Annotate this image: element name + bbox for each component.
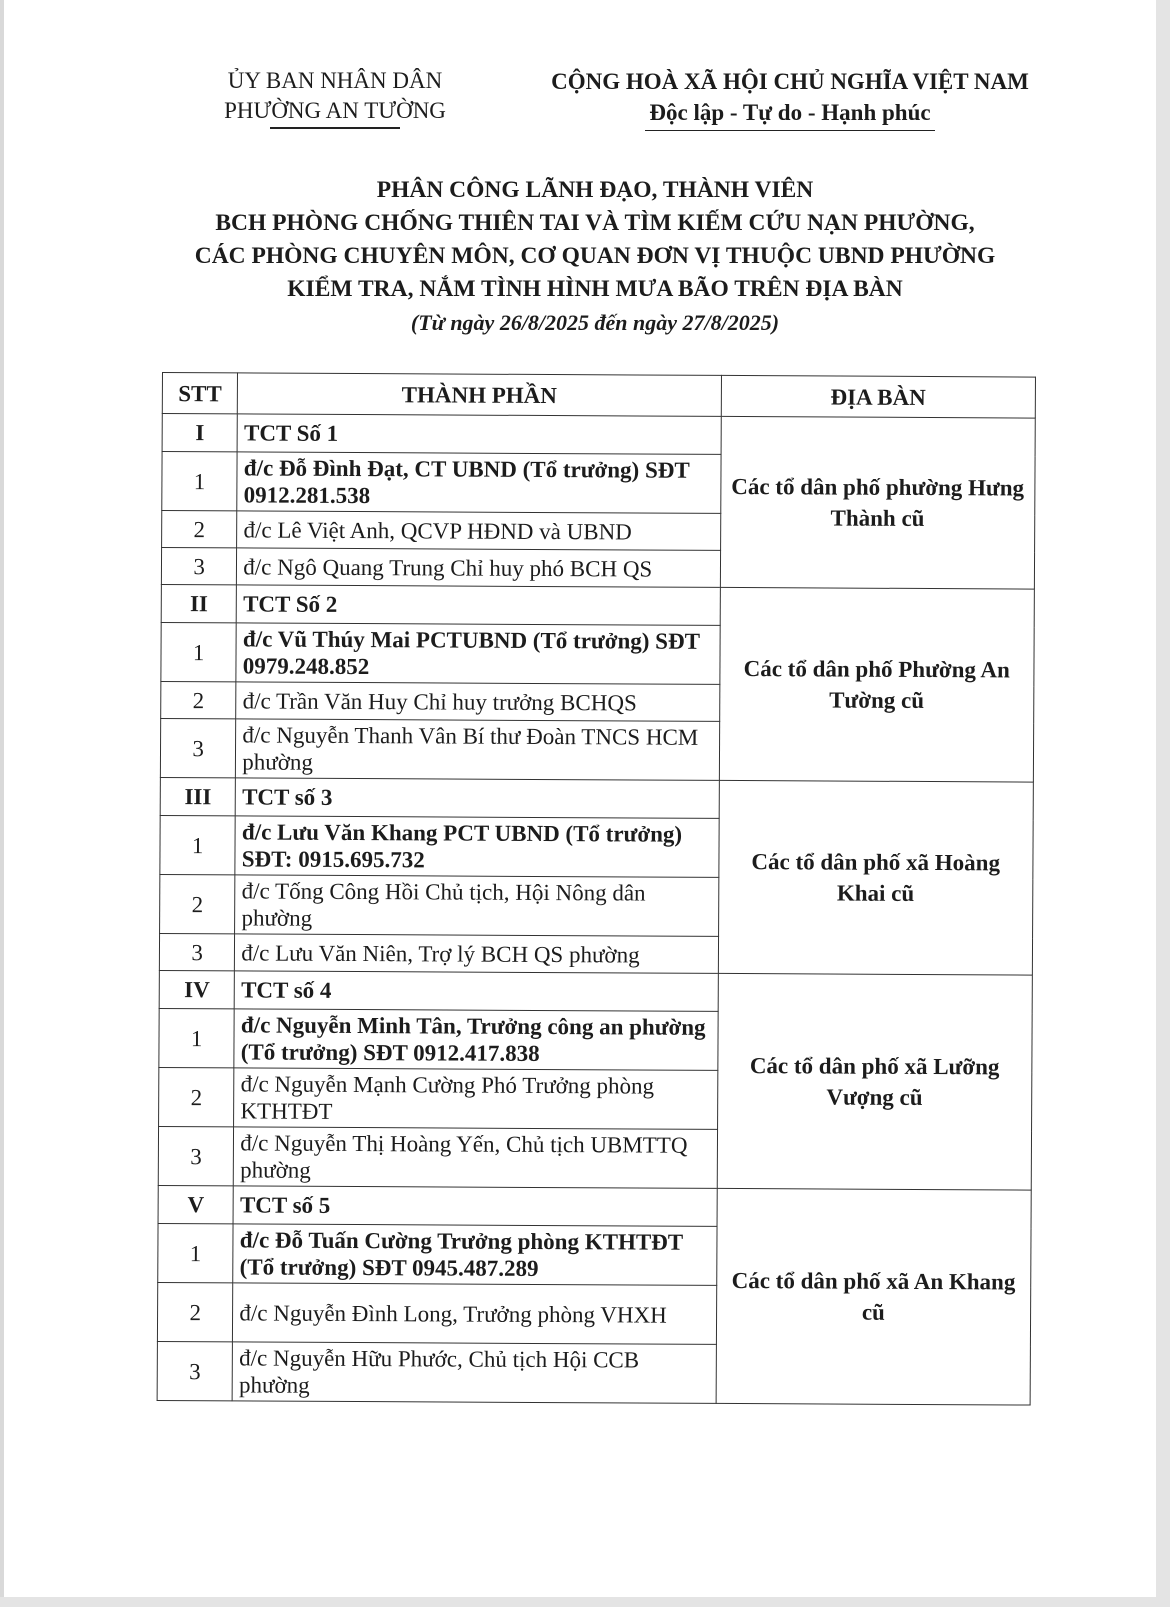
title-line-4: KIỂM TRA, NẮM TÌNH HÌNH MƯA BÃO TRÊN ĐỊA BÀN xyxy=(287,276,903,302)
member-stt: 3 xyxy=(158,1126,234,1185)
member-stt: 2 xyxy=(161,681,237,718)
document-title xyxy=(100,174,1090,339)
group-stt: II xyxy=(161,584,237,622)
group-stt: III xyxy=(160,777,236,815)
issuing-agency xyxy=(200,66,470,129)
member-stt: 1 xyxy=(162,452,238,511)
member-text: đ/c Đỗ Đình Đạt, CT UBND (Tổ trưởng) SĐT 0912.281.538 xyxy=(237,452,721,514)
group-name: TCT Số 2 xyxy=(237,585,720,626)
agency-underline xyxy=(270,127,400,129)
member-text: đ/c Nguyễn Mạnh Cường Phó Trưởng phòng KTHTĐT xyxy=(234,1068,718,1130)
group-stt: IV xyxy=(159,970,235,1008)
title-line-1: PHÂN CÔNG LÃNH ĐẠO, THÀNH VIÊN xyxy=(376,177,814,203)
member-text: đ/c Tống Công Hồi Chủ tịch, Hội Nông dân phường xyxy=(235,875,719,937)
member-stt: 2 xyxy=(160,874,236,933)
header-area: ĐỊA BÀN xyxy=(721,375,1036,418)
group-name: TCT số 4 xyxy=(235,971,718,1012)
assignment-table xyxy=(157,372,1036,1406)
agency-line-2: PHƯỜNG AN TƯỜNG xyxy=(224,98,446,123)
member-text: đ/c Nguyễn Thị Hoàng Yến, Chủ tịch UBMTTQ phường xyxy=(234,1127,718,1189)
group-area: Các tổ dân phố phường Hưng Thành cũ xyxy=(720,416,1035,589)
title-line-2: BCH PHÒNG CHỐNG THIÊN TAI VÀ TÌM KIẾM CỨU NẠN PHƯỜNG, xyxy=(215,210,975,236)
member-text: đ/c Nguyễn Hữu Phước, Chủ tịch Hội CCB phường xyxy=(232,1342,716,1404)
member-text: đ/c Lê Việt Anh, QCVP HĐND và UBND xyxy=(237,511,720,551)
member-stt: 2 xyxy=(157,1282,233,1341)
member-text: đ/c Đỗ Tuấn Cường Trưởng phòng KTHTĐT (Tổ trưởng) SĐT 0945.487.289 xyxy=(233,1224,717,1286)
scan-border-bottom xyxy=(0,1597,1170,1607)
header-stt: STT xyxy=(162,373,238,414)
group-row xyxy=(159,970,1032,1013)
member-stt: 2 xyxy=(159,1067,235,1126)
member-text: đ/c Trần Văn Huy Chỉ huy trưởng BCHQS xyxy=(236,682,719,722)
member-stt: 3 xyxy=(160,718,236,777)
group-area: Các tổ dân phố xã Hoàng Khai cũ xyxy=(718,780,1033,975)
member-text: đ/c Nguyễn Đình Long, Trưởng phòng VHXH xyxy=(233,1283,717,1345)
group-row xyxy=(161,584,1034,627)
member-stt: 1 xyxy=(160,815,236,874)
member-stt: 3 xyxy=(159,933,235,970)
group-stt: V xyxy=(158,1185,234,1223)
scan-border-left xyxy=(0,0,4,1607)
group-area: Các tổ dân phố xã An Khang cũ xyxy=(716,1188,1032,1405)
group-name: TCT số 3 xyxy=(236,778,719,819)
group-area: Các tổ dân phố Phường An Tường cũ xyxy=(719,587,1034,782)
group-area: Các tổ dân phố xã Lưỡng Vượng cũ xyxy=(717,973,1033,1190)
member-stt: 3 xyxy=(157,1341,233,1400)
member-text: đ/c Vũ Thúy Mai PCTUBND (Tổ trưởng) SĐT 0979.248.852 xyxy=(236,623,720,685)
member-stt: 1 xyxy=(161,622,237,681)
date-range: (Từ ngày 26/8/2025 đến ngày 27/8/2025) xyxy=(410,310,780,335)
group-name: TCT số 5 xyxy=(233,1186,716,1227)
group-row xyxy=(160,777,1033,820)
table-body xyxy=(157,414,1035,1406)
header-member: THÀNH PHẦN xyxy=(238,373,721,417)
group-row xyxy=(162,414,1035,457)
group-stt: I xyxy=(162,414,238,452)
national-header xyxy=(530,66,1050,131)
member-stt: 1 xyxy=(158,1223,234,1282)
member-stt: 1 xyxy=(159,1008,235,1067)
member-text: đ/c Lưu Văn Niên, Trợ lý BCH QS phường xyxy=(235,934,718,974)
table-header-row xyxy=(162,373,1035,419)
member-stt: 2 xyxy=(162,511,238,548)
national-motto: Độc lập - Tự do - Hạnh phúc xyxy=(645,97,934,131)
member-stt: 3 xyxy=(161,548,237,585)
title-line-3: CÁC PHÒNG CHUYÊN MÔN, CƠ QUAN ĐƠN VỊ THUỘC UBND PHƯỜNG xyxy=(194,243,996,269)
group-row xyxy=(158,1185,1031,1228)
scan-border-right xyxy=(1156,0,1170,1607)
nation-line: CỘNG HOÀ XÃ HỘI CHỦ NGHĨA VIỆT NAM xyxy=(551,69,1029,94)
member-text: đ/c Nguyễn Thanh Vân Bí thư Đoàn TNCS HCM phường xyxy=(236,719,720,781)
member-text: đ/c Ngô Quang Trung Chỉ huy phó BCH QS xyxy=(237,548,720,588)
member-text: đ/c Lưu Văn Khang PCT UBND (Tổ trưởng) SĐT: 0915.695.732 xyxy=(235,816,719,878)
agency-line-1: ỦY BAN NHÂN DÂN xyxy=(227,68,443,93)
group-name: TCT Số 1 xyxy=(237,414,720,455)
member-text: đ/c Nguyễn Minh Tân, Trưởng công an phường (Tổ trưởng) SĐT 0912.417.838 xyxy=(234,1009,718,1071)
